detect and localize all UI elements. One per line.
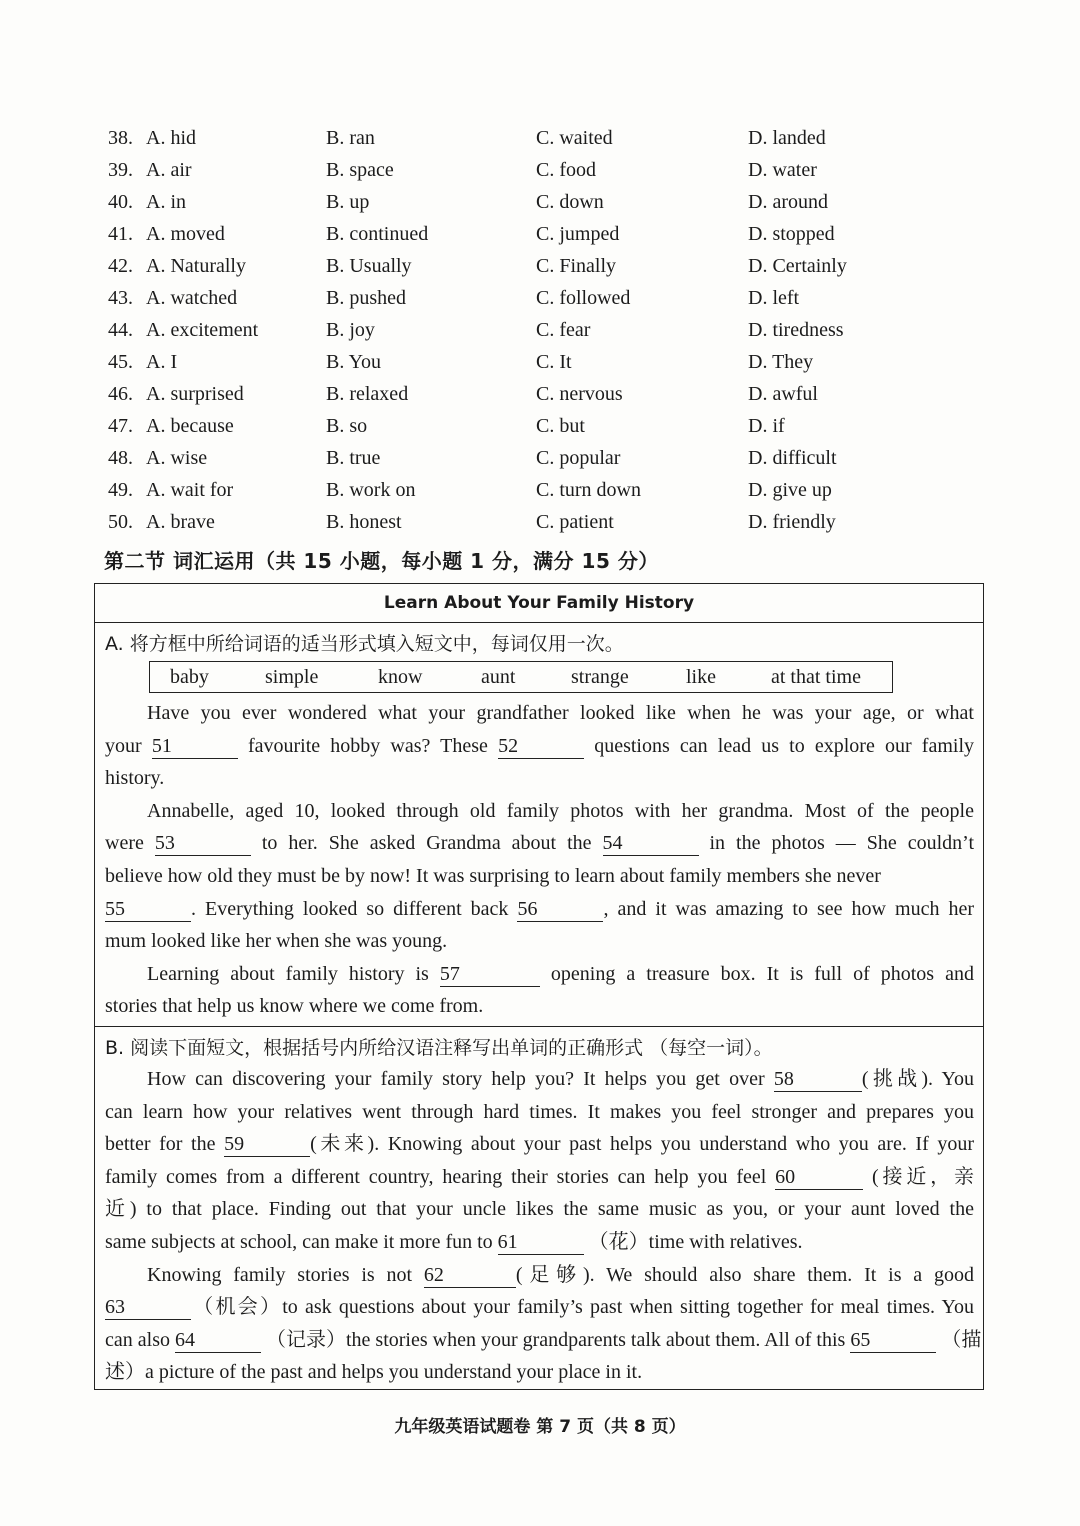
text-line: 近) to that place. Finding out that your uncle likes the same music as you, or your aunt loved the [105,1198,974,1221]
option-b[interactable]: B. pushed [326,286,406,309]
question-number: 49. [108,478,133,501]
text-line [105,958,974,991]
option-d[interactable]: D. give up [748,478,832,501]
option-b[interactable]: B. true [326,446,381,469]
option-a[interactable]: A. because [146,414,234,437]
choice-row [108,122,1008,154]
word-bank-item: baby [170,665,209,688]
text: （机会）to ask questions about your family’s past when sitting together for meal times. You [191,1296,974,1319]
blank-58[interactable]: 58 [774,1067,862,1092]
option-b[interactable]: B. honest [326,510,402,533]
word-bank-item: aunt [481,665,516,688]
text: Learning about family history is [147,962,429,985]
text: in the photos — She couldn’t [709,832,975,855]
text: were [105,832,144,855]
choice-row [108,506,1008,538]
option-c[interactable]: C. food [536,158,596,181]
choice-row [108,250,1008,282]
option-c[interactable]: C. patient [536,510,614,533]
text: can also [105,1328,170,1351]
question-number: 50. [108,510,133,533]
option-a[interactable]: A. hid [146,126,196,149]
text: , and it was amazing to see how much her [603,897,975,920]
question-number: 46. [108,382,133,405]
blank-53[interactable]: 53 [155,831,251,856]
option-c[interactable]: C. nervous [536,382,623,405]
question-number: 40. [108,190,133,213]
choice-row [108,442,1008,474]
choice-row [108,282,1008,314]
passage-box [94,583,984,1390]
blank-59[interactable]: 59 [224,1132,310,1157]
option-b[interactable]: B. joy [326,318,375,341]
option-d[interactable]: D. friendly [748,510,836,533]
question-number: 42. [108,254,133,277]
option-d[interactable]: D. awful [748,382,818,405]
text-line [105,1161,974,1194]
text-line [105,1226,974,1259]
option-c[interactable]: C. It [536,350,572,373]
text: (未来). Knowing about your past helps you understand who you are. If your [310,1133,974,1156]
choice-row [108,218,1008,250]
text: opening a treasure box. It is full of photos and [550,962,975,985]
text-line: history. [105,767,165,790]
text: (接近，亲 [872,1165,975,1188]
option-d[interactable]: D. Certainly [748,254,847,277]
passage-a-paragraph-2 [95,795,983,958]
option-c[interactable]: C. turn down [536,478,641,501]
text-line [105,827,974,860]
section-title: 第二节 词汇运用（共 15 小题，每小题 1 分，满分 15 分） [104,549,659,573]
passage-a-paragraph-3 [95,958,983,1023]
option-b[interactable]: B. relaxed [326,382,409,405]
option-c[interactable]: C. down [536,190,604,213]
option-a[interactable]: A. brave [146,510,215,533]
option-d[interactable]: D. difficult [748,446,837,469]
choice-row [108,154,1008,186]
part-a [95,623,983,1027]
option-b[interactable]: B. work on [326,478,416,501]
text-line [105,730,974,763]
option-b[interactable]: B. ran [326,126,375,149]
blank-51[interactable]: 51 [152,734,238,759]
box-title: Learn About Your Family History [95,584,983,623]
text-line [105,1063,974,1096]
text: same subjects at school, can make it more fun to [105,1230,493,1253]
choice-row [108,474,1008,506]
option-b[interactable]: B. space [326,158,394,181]
option-d[interactable]: D. if [748,414,785,437]
text: How can discovering your family story help you? It helps you get over [147,1068,765,1090]
text: （描 [941,1328,982,1351]
option-c[interactable]: C. fear [536,318,591,341]
option-d[interactable]: D. around [748,190,828,213]
choice-row [108,410,1008,442]
text: (挑战). You [861,1068,974,1090]
option-a[interactable]: A. excitement [146,318,259,341]
question-number: 44. [108,318,133,341]
text: questions can lead us to explore our family [594,734,974,757]
option-d[interactable]: D. landed [748,126,826,149]
option-d[interactable]: D. stopped [748,222,835,245]
text: . Everything looked so different back [191,897,509,920]
option-c[interactable]: C. waited [536,126,613,149]
option-a[interactable]: A. I [146,350,178,373]
page-footer: 九年级英语试题卷 第 7 页（共 8 页） [394,1417,686,1437]
text: Knowing family stories is not [147,1263,413,1286]
text-line: believe how old they must be by now! It was surprising to learn about family members she never [105,864,881,887]
text: （记录）the stories when your grandparents talk about them. All of this [265,1328,846,1351]
blank-64[interactable]: 64 [175,1328,261,1353]
blank-61[interactable]: 61 [498,1230,584,1255]
text: （花）time with relatives. [588,1230,803,1253]
text: better for the [105,1133,216,1156]
blank-63[interactable]: 63 [105,1295,191,1320]
word-bank-item: at that time [771,665,861,688]
option-b[interactable]: B. up [326,190,370,213]
text-line [105,1128,974,1161]
option-d[interactable]: D. water [748,158,817,181]
option-c[interactable]: C. Finally [536,254,617,277]
option-a[interactable]: A. in [146,190,186,213]
blank-60[interactable]: 60 [775,1165,863,1190]
option-a[interactable]: A. wait for [146,478,234,501]
part-b [95,1027,983,1389]
option-c[interactable]: C. jumped [536,222,620,245]
option-d[interactable]: D. They [748,350,814,373]
blank-55[interactable]: 55 [105,897,191,922]
option-b[interactable]: B. so [326,414,368,437]
blank-54[interactable]: 54 [603,831,699,856]
text: (足够). We should also share them. It is a good [515,1263,975,1286]
option-a[interactable]: A. wise [146,446,208,469]
option-c[interactable]: C. popular [536,446,621,469]
option-a[interactable]: A. moved [146,222,225,245]
question-number: 45. [108,350,133,373]
choice-row [108,346,1008,378]
option-d[interactable]: D. left [748,286,800,309]
part-b-instruction: B. 阅读下面短文，根据括号内所给汉语注释写出单词的正确形式 （每空一词）。 [105,1037,773,1059]
word-bank-item: like [686,665,716,688]
question-number: 48. [108,446,133,469]
text-line: can learn how your relatives went through hard times. It makes you feel stronger and prepares you [105,1100,974,1123]
blank-52[interactable]: 52 [498,734,584,759]
option-a[interactable]: A. watched [146,286,238,309]
choice-row [108,314,1008,346]
choice-row [108,186,1008,218]
text: family comes from a different country, hearing their stories can help you feel [105,1165,767,1188]
text-line: 述）a picture of the past and helps you understand your place in it. [105,1361,643,1384]
text: favourite hobby was? These [247,734,488,757]
choice-list [108,122,1008,538]
option-a[interactable]: A. surprised [146,382,244,405]
question-number: 43. [108,286,133,309]
passage-a-paragraph-1 [95,697,983,795]
word-bank-item: know [378,665,423,688]
option-b[interactable]: B. continued [326,222,429,245]
text: to her. She asked Grandma about the [261,832,592,855]
option-b[interactable]: B. Usually [326,254,412,277]
word-bank [149,661,893,693]
question-number: 38. [108,126,133,149]
option-a[interactable]: A. air [146,158,192,181]
passage-b-paragraph-1 [95,1063,983,1259]
word-bank-item: simple [265,665,319,688]
text-line: Have you ever wondered what your grandfather looked like when he was your age, or what [147,702,974,724]
word-bank-item: strange [571,665,629,688]
part-a-instruction: A. 将方框中所给词语的适当形式填入短文中，每词仅用一次。 [105,633,624,655]
text-line [105,1324,982,1357]
text-line: Annabelle, aged 10, looked through old family photos with her grandma. Most of the people [147,799,974,822]
question-number: 39. [108,158,133,181]
text-line [105,1259,974,1292]
text-line: stories that help us know where we come from. [105,995,484,1018]
blank-65[interactable]: 65 [850,1328,936,1353]
option-c[interactable]: C. but [536,414,585,437]
question-number: 41. [108,222,133,245]
text-line [105,893,974,926]
question-number: 47. [108,414,133,437]
passage-b-paragraph-2 [95,1259,983,1389]
option-a[interactable]: A. Naturally [146,254,246,277]
text: your [105,734,142,757]
option-c[interactable]: C. followed [536,286,631,309]
blank-62[interactable]: 62 [424,1263,516,1288]
choice-row [108,378,1008,410]
option-d[interactable]: D. tiredness [748,318,844,341]
text-line: mum looked like her when she was young. [105,930,448,953]
blank-57[interactable]: 57 [440,962,540,987]
text-line [105,1291,974,1324]
blank-56[interactable]: 56 [517,897,603,922]
option-b[interactable]: B. You [326,350,382,373]
